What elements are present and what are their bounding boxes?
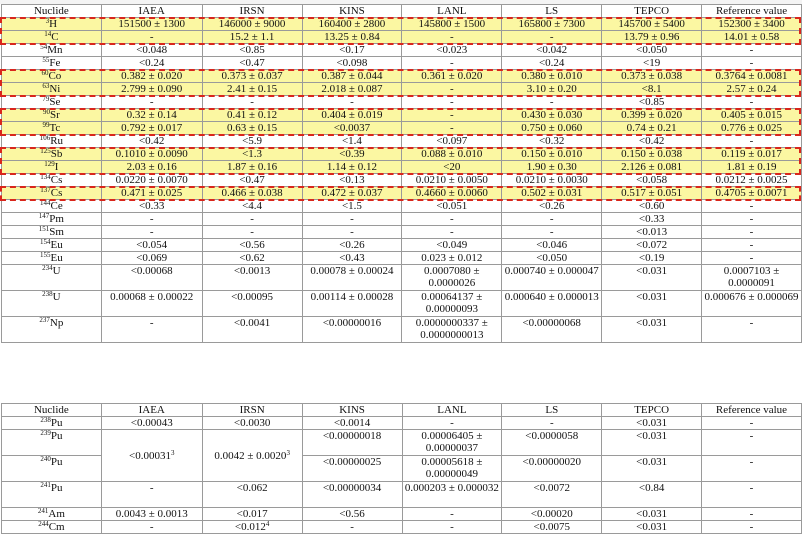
value-cell: 2.126 ± 0.081 [602, 161, 702, 174]
value-cell: <0.00020 [502, 508, 602, 521]
value-cell: 152300 ± 3400 [702, 18, 802, 31]
table-row [2, 239, 802, 252]
value-cell: 2.799 ± 0.090 [101, 83, 202, 96]
col-ls: LS [502, 404, 602, 417]
value-cell: 0.472 ± 0.037 [302, 187, 402, 200]
value-cell: 0.000640 ± 0.000013 [502, 291, 602, 317]
value-cell: - [402, 521, 502, 534]
value-cell: <0.39 [302, 148, 402, 161]
value-cell: 0.502 ± 0.031 [502, 187, 602, 200]
value-cell: - [502, 226, 602, 239]
table-row [2, 200, 802, 213]
value-cell: <0.26 [502, 200, 602, 213]
value-cell: 145700 ± 5400 [602, 18, 702, 31]
value-cell: 0.750 ± 0.060 [502, 122, 602, 135]
nuclide-cell: $^{137}$Cs [2, 187, 102, 200]
nuclide-cell: $^{239}$Pu [2, 430, 102, 456]
value-cell: <0.56 [302, 508, 402, 521]
nuclide-cell: $^{79}$Se [2, 96, 102, 109]
header-row [2, 404, 802, 417]
value-cell: 0.405 ± 0.015 [702, 109, 802, 122]
value-cell: - [702, 200, 802, 213]
value-cell: - [202, 213, 302, 226]
nuclide-cell: $^{155}$Eu [2, 252, 102, 265]
value-cell: <0.050 [502, 252, 602, 265]
value-cell: <0.00000034 [302, 482, 402, 508]
value-cell: 2.018 ± 0.087 [302, 83, 402, 96]
value-cell: 0.000203 ± 0.000032 [402, 482, 502, 508]
value-cell: 0.41 ± 0.12 [202, 109, 302, 122]
results-table-part-1 [1, 4, 802, 343]
col-lanl: LANL [402, 404, 502, 417]
value-cell: - [702, 57, 802, 70]
value-cell: <19 [602, 57, 702, 70]
value-cell: <0.26 [302, 239, 402, 252]
value-cell: <0.031 [602, 508, 702, 521]
value-cell: - [702, 430, 802, 456]
col-nuclide: Nuclide [2, 5, 102, 18]
nuclide-cell: $^{55}$Fe [2, 57, 102, 70]
value-cell: 0.119 ± 0.017 [702, 148, 802, 161]
value-cell: <0.42 [101, 135, 202, 148]
value-cell: <1.3 [202, 148, 302, 161]
value-cell: 145800 ± 1500 [402, 18, 502, 31]
nuclide-cell: $^{54}$Mn [2, 44, 102, 57]
value-cell: <0.0014 [302, 417, 402, 430]
value-cell: 165800 ± 7300 [502, 18, 602, 31]
value-cell: 146000 ± 9000 [202, 18, 302, 31]
value-cell: 0.0210 ± 0.0030 [502, 174, 602, 187]
table-row [2, 161, 802, 174]
table-row [2, 135, 802, 148]
nuclide-cell: $^{238}$U [2, 291, 102, 317]
col-kins: KINS [302, 5, 402, 18]
value-cell: <0.62 [202, 252, 302, 265]
value-cell: 0.792 ± 0.017 [101, 122, 202, 135]
value-cell: <0.00043 [101, 417, 202, 430]
value-cell: <0.097 [402, 135, 502, 148]
value-cell: <0.00000018 [302, 430, 402, 456]
value-cell: - [502, 213, 602, 226]
value-cell: 3.10 ± 0.20 [502, 83, 602, 96]
value-cell: <0.24 [502, 57, 602, 70]
value-cell: <0.031 [602, 430, 702, 456]
value-cell: - [302, 213, 402, 226]
value-cell: <0.017 [202, 508, 302, 521]
col-lanl: LANL [402, 5, 502, 18]
value-cell: - [702, 317, 802, 343]
table-row [2, 122, 802, 135]
nuclide-cell: $^{241}$Am [2, 508, 102, 521]
value-cell: <0.00095 [202, 291, 302, 317]
value-cell: <0.43 [302, 252, 402, 265]
value-cell: <0.13 [302, 174, 402, 187]
col-iaea: IAEA [101, 5, 202, 18]
value-cell: 160400 ± 2800 [302, 18, 402, 31]
value-cell: <0.062 [202, 482, 302, 508]
value-cell: - [702, 44, 802, 57]
value-cell: <0.023 [402, 44, 502, 57]
value-cell: - [101, 213, 202, 226]
table-row [2, 57, 802, 70]
value-cell: <0.00000020 [502, 456, 602, 482]
table-row [2, 417, 802, 430]
value-cell: <0.0075 [502, 521, 602, 534]
value-cell: <4.4 [202, 200, 302, 213]
value-cell: - [101, 521, 202, 534]
value-cell: - [702, 135, 802, 148]
value-cell: 0.387 ± 0.044 [302, 70, 402, 83]
value-cell: 0.380 ± 0.010 [502, 70, 602, 83]
value-cell: 0.00005618 ± 0.00000049 [402, 456, 502, 482]
value-cell: 0.32 ± 0.14 [101, 109, 202, 122]
value-cell: <20 [402, 161, 502, 174]
table-row [2, 44, 802, 57]
value-cell: - [702, 456, 802, 482]
value-cell: <0.0072 [502, 482, 602, 508]
value-cell: - [702, 226, 802, 239]
value-cell: 0.0220 ± 0.0070 [101, 174, 202, 187]
value-cell: <0.031 [602, 417, 702, 430]
value-cell: 0.1010 ± 0.0090 [101, 148, 202, 161]
value-cell: - [202, 226, 302, 239]
nuclide-cell: $^{144}$Ce [2, 200, 102, 213]
value-cell: - [702, 417, 802, 430]
table-row [2, 508, 802, 521]
value-cell: - [101, 317, 202, 343]
value-cell: 0.150 ± 0.010 [502, 148, 602, 161]
value-cell: <0.33 [602, 213, 702, 226]
value-cell: <0.85 [602, 96, 702, 109]
value-cell: - [302, 96, 402, 109]
nuclide-cell: $^{106}$Ru [2, 135, 102, 148]
value-cell: - [101, 31, 202, 44]
value-cell: - [702, 239, 802, 252]
value-cell: - [302, 521, 402, 534]
value-cell: <8.1 [602, 83, 702, 96]
nuclide-cell: $^3$H [2, 18, 102, 31]
value-cell: - [101, 96, 202, 109]
value-cell: 0.517 ± 0.051 [602, 187, 702, 200]
value-cell: 0.023 ± 0.012 [402, 252, 502, 265]
value-cell: <0.031 [602, 317, 702, 343]
table-row [2, 148, 802, 161]
value-cell: - [702, 96, 802, 109]
col-irsn: IRSN [202, 404, 302, 417]
value-cell: - [402, 31, 502, 44]
table-row [2, 109, 802, 122]
table-row [2, 187, 802, 200]
value-cell: - [402, 213, 502, 226]
value-cell: 0.466 ± 0.038 [202, 187, 302, 200]
value-cell: - [101, 226, 202, 239]
table-row [2, 521, 802, 534]
value-cell: 0.00006405 ± 0.00000037 [402, 430, 502, 456]
value-cell: - [502, 96, 602, 109]
value-cell: - [702, 213, 802, 226]
table-row [2, 18, 802, 31]
value-cell: <0.00000068 [502, 317, 602, 343]
value-cell: 0.4705 ± 0.0071 [702, 187, 802, 200]
value-cell: 0.430 ± 0.030 [502, 109, 602, 122]
value-cell: 0.399 ± 0.020 [602, 109, 702, 122]
nuclide-cell: $^{147}$Pm [2, 213, 102, 226]
value-cell: <0.051 [402, 200, 502, 213]
value-cell: 0.0210 ± 0.0050 [402, 174, 502, 187]
value-cell: <0.031 [602, 456, 702, 482]
value-cell: <0.32 [502, 135, 602, 148]
value-cell: <0.031 [602, 521, 702, 534]
value-cell: - [202, 96, 302, 109]
value-cell: 0.0000000337 ± 0.0000000013 [402, 317, 502, 343]
value-cell: <0.058 [602, 174, 702, 187]
value-cell: 0.150 ± 0.038 [602, 148, 702, 161]
value-cell: - [402, 96, 502, 109]
col-reference-value: Reference value [702, 404, 802, 417]
nuclide-cell: $^{125}$Sb [2, 148, 102, 161]
table-row [2, 96, 802, 109]
col-reference-value: Reference value [702, 5, 802, 18]
table-row [2, 174, 802, 187]
col-tepco: TEPCO [602, 5, 702, 18]
value-cell: $0.0042 \pm 0.0020^3$ [202, 430, 302, 482]
value-cell: 13.79 ± 0.96 [602, 31, 702, 44]
value-cell: 0.63 ± 0.15 [202, 122, 302, 135]
value-cell: <0.00000016 [302, 317, 402, 343]
value-cell: <0.0013 [202, 265, 302, 291]
value-cell: 0.000740 ± 0.000047 [502, 265, 602, 291]
col-irsn: IRSN [202, 5, 302, 18]
value-cell: <0.0030 [202, 417, 302, 430]
table-row [2, 83, 802, 96]
value-cell: <0.049 [402, 239, 502, 252]
value-cell: $<0.012^4$ [202, 521, 302, 534]
value-cell: 2.57 ± 0.24 [702, 83, 802, 96]
value-cell: 0.471 ± 0.025 [101, 187, 202, 200]
nuclide-cell: $^{90}$Sr [2, 109, 102, 122]
nuclide-cell: $^{237}$Np [2, 317, 102, 343]
nuclide-cell: $^{238}$Pu [2, 417, 102, 430]
value-cell: 14.01 ± 0.58 [702, 31, 802, 44]
value-cell: 1.14 ± 0.12 [302, 161, 402, 174]
value-cell: - [402, 122, 502, 135]
header-row [2, 5, 802, 18]
value-cell: 0.4660 ± 0.0060 [402, 187, 502, 200]
nuclide-cell: $^{154}$Eu [2, 239, 102, 252]
value-cell: $<0.00031^3$ [101, 430, 202, 482]
value-cell: <1.5 [302, 200, 402, 213]
value-cell: 0.373 ± 0.038 [602, 70, 702, 83]
value-cell: <0.17 [302, 44, 402, 57]
value-cell: 1.81 ± 0.19 [702, 161, 802, 174]
value-cell: - [502, 417, 602, 430]
table-row [2, 226, 802, 239]
value-cell: <0.47 [202, 174, 302, 187]
nuclide-cell: $^{151}$Sm [2, 226, 102, 239]
value-cell: <0.00000025 [302, 456, 402, 482]
table-row [2, 317, 802, 343]
value-cell: <0.42 [602, 135, 702, 148]
value-cell: <0.47 [202, 57, 302, 70]
value-cell: - [402, 83, 502, 96]
value-cell: 0.373 ± 0.037 [202, 70, 302, 83]
value-cell: - [502, 31, 602, 44]
table-row [2, 265, 802, 291]
value-cell: <0.84 [602, 482, 702, 508]
value-cell: <0.24 [101, 57, 202, 70]
value-cell: <0.0041 [202, 317, 302, 343]
nuclide-cell: $^{241}$Pu [2, 482, 102, 508]
value-cell: 0.00068 ± 0.00022 [101, 291, 202, 317]
col-kins: KINS [302, 404, 402, 417]
value-cell: 13.25 ± 0.84 [302, 31, 402, 44]
nuclide-cell: $^{60}$Co [2, 70, 102, 83]
table-row [2, 430, 802, 456]
value-cell: <0.0037 [302, 122, 402, 135]
value-cell: - [702, 482, 802, 508]
value-cell: - [101, 482, 202, 508]
value-cell: <0.013 [602, 226, 702, 239]
value-cell: - [702, 521, 802, 534]
value-cell: - [302, 226, 402, 239]
value-cell: 1.87 ± 0.16 [202, 161, 302, 174]
value-cell: 0.0043 ± 0.0013 [101, 508, 202, 521]
value-cell: - [702, 252, 802, 265]
results-table-part-2 [1, 403, 802, 534]
value-cell: 2.41 ± 0.15 [202, 83, 302, 96]
value-cell: - [702, 508, 802, 521]
value-cell: 0.382 ± 0.020 [101, 70, 202, 83]
value-cell: 0.404 ± 0.019 [302, 109, 402, 122]
nuclide-cell: $^{244}$Cm [2, 521, 102, 534]
nuclide-cell: $^{129}$I [2, 161, 102, 174]
table-row [2, 291, 802, 317]
col-ls: LS [502, 5, 602, 18]
value-cell: <0.072 [602, 239, 702, 252]
col-iaea: IAEA [101, 404, 202, 417]
value-cell: 151500 ± 1300 [101, 18, 202, 31]
nuclide-cell: $^{63}$Ni [2, 83, 102, 96]
value-cell: - [402, 57, 502, 70]
value-cell: <0.031 [602, 265, 702, 291]
value-cell: <0.042 [502, 44, 602, 57]
value-cell: <0.85 [202, 44, 302, 57]
value-cell: <0.00068 [101, 265, 202, 291]
value-cell: <1.4 [302, 135, 402, 148]
table-row [2, 213, 802, 226]
nuclide-cell: $^{14}$C [2, 31, 102, 44]
value-cell: <0.56 [202, 239, 302, 252]
table-row [2, 252, 802, 265]
value-cell: - [402, 508, 502, 521]
value-cell: 0.00114 ± 0.00028 [302, 291, 402, 317]
value-cell: - [402, 417, 502, 430]
value-cell: 0.74 ± 0.21 [602, 122, 702, 135]
value-cell: <0.031 [602, 291, 702, 317]
value-cell: <0.046 [502, 239, 602, 252]
value-cell: 2.03 ± 0.16 [101, 161, 202, 174]
value-cell: 0.776 ± 0.025 [702, 122, 802, 135]
value-cell: <0.19 [602, 252, 702, 265]
table-row [2, 31, 802, 44]
value-cell: <0.069 [101, 252, 202, 265]
value-cell: 0.0007080 ± 0.0000026 [402, 265, 502, 291]
value-cell: 0.361 ± 0.020 [402, 70, 502, 83]
value-cell: 1.90 ± 0.30 [502, 161, 602, 174]
value-cell: 0.088 ± 0.010 [402, 148, 502, 161]
table-row [2, 482, 802, 508]
value-cell: 15.2 ± 1.1 [202, 31, 302, 44]
col-nuclide: Nuclide [2, 404, 102, 417]
nuclide-cell: $^{99}$Tc [2, 122, 102, 135]
value-cell: <0.048 [101, 44, 202, 57]
value-cell: 0.000676 ± 0.000069 [702, 291, 802, 317]
value-cell: <0.098 [302, 57, 402, 70]
nuclide-cell: $^{240}$Pu [2, 456, 102, 482]
col-tepco: TEPCO [602, 404, 702, 417]
value-cell: 0.0212 ± 0.0025 [702, 174, 802, 187]
value-cell: <0.0000058 [502, 430, 602, 456]
value-cell: 0.3764 ± 0.0081 [702, 70, 802, 83]
value-cell: 0.00064137 ± 0.00000093 [402, 291, 502, 317]
value-cell: <0.60 [602, 200, 702, 213]
value-cell: <0.33 [101, 200, 202, 213]
value-cell: <0.050 [602, 44, 702, 57]
value-cell: - [402, 109, 502, 122]
table-row [2, 70, 802, 83]
value-cell: 0.00078 ± 0.00024 [302, 265, 402, 291]
value-cell: <0.054 [101, 239, 202, 252]
nuclide-cell: $^{134}$Cs [2, 174, 102, 187]
nuclide-cell: $^{234}$U [2, 265, 102, 291]
value-cell: - [402, 226, 502, 239]
value-cell: 0.0007103 ± 0.0000091 [702, 265, 802, 291]
value-cell: <5.9 [202, 135, 302, 148]
